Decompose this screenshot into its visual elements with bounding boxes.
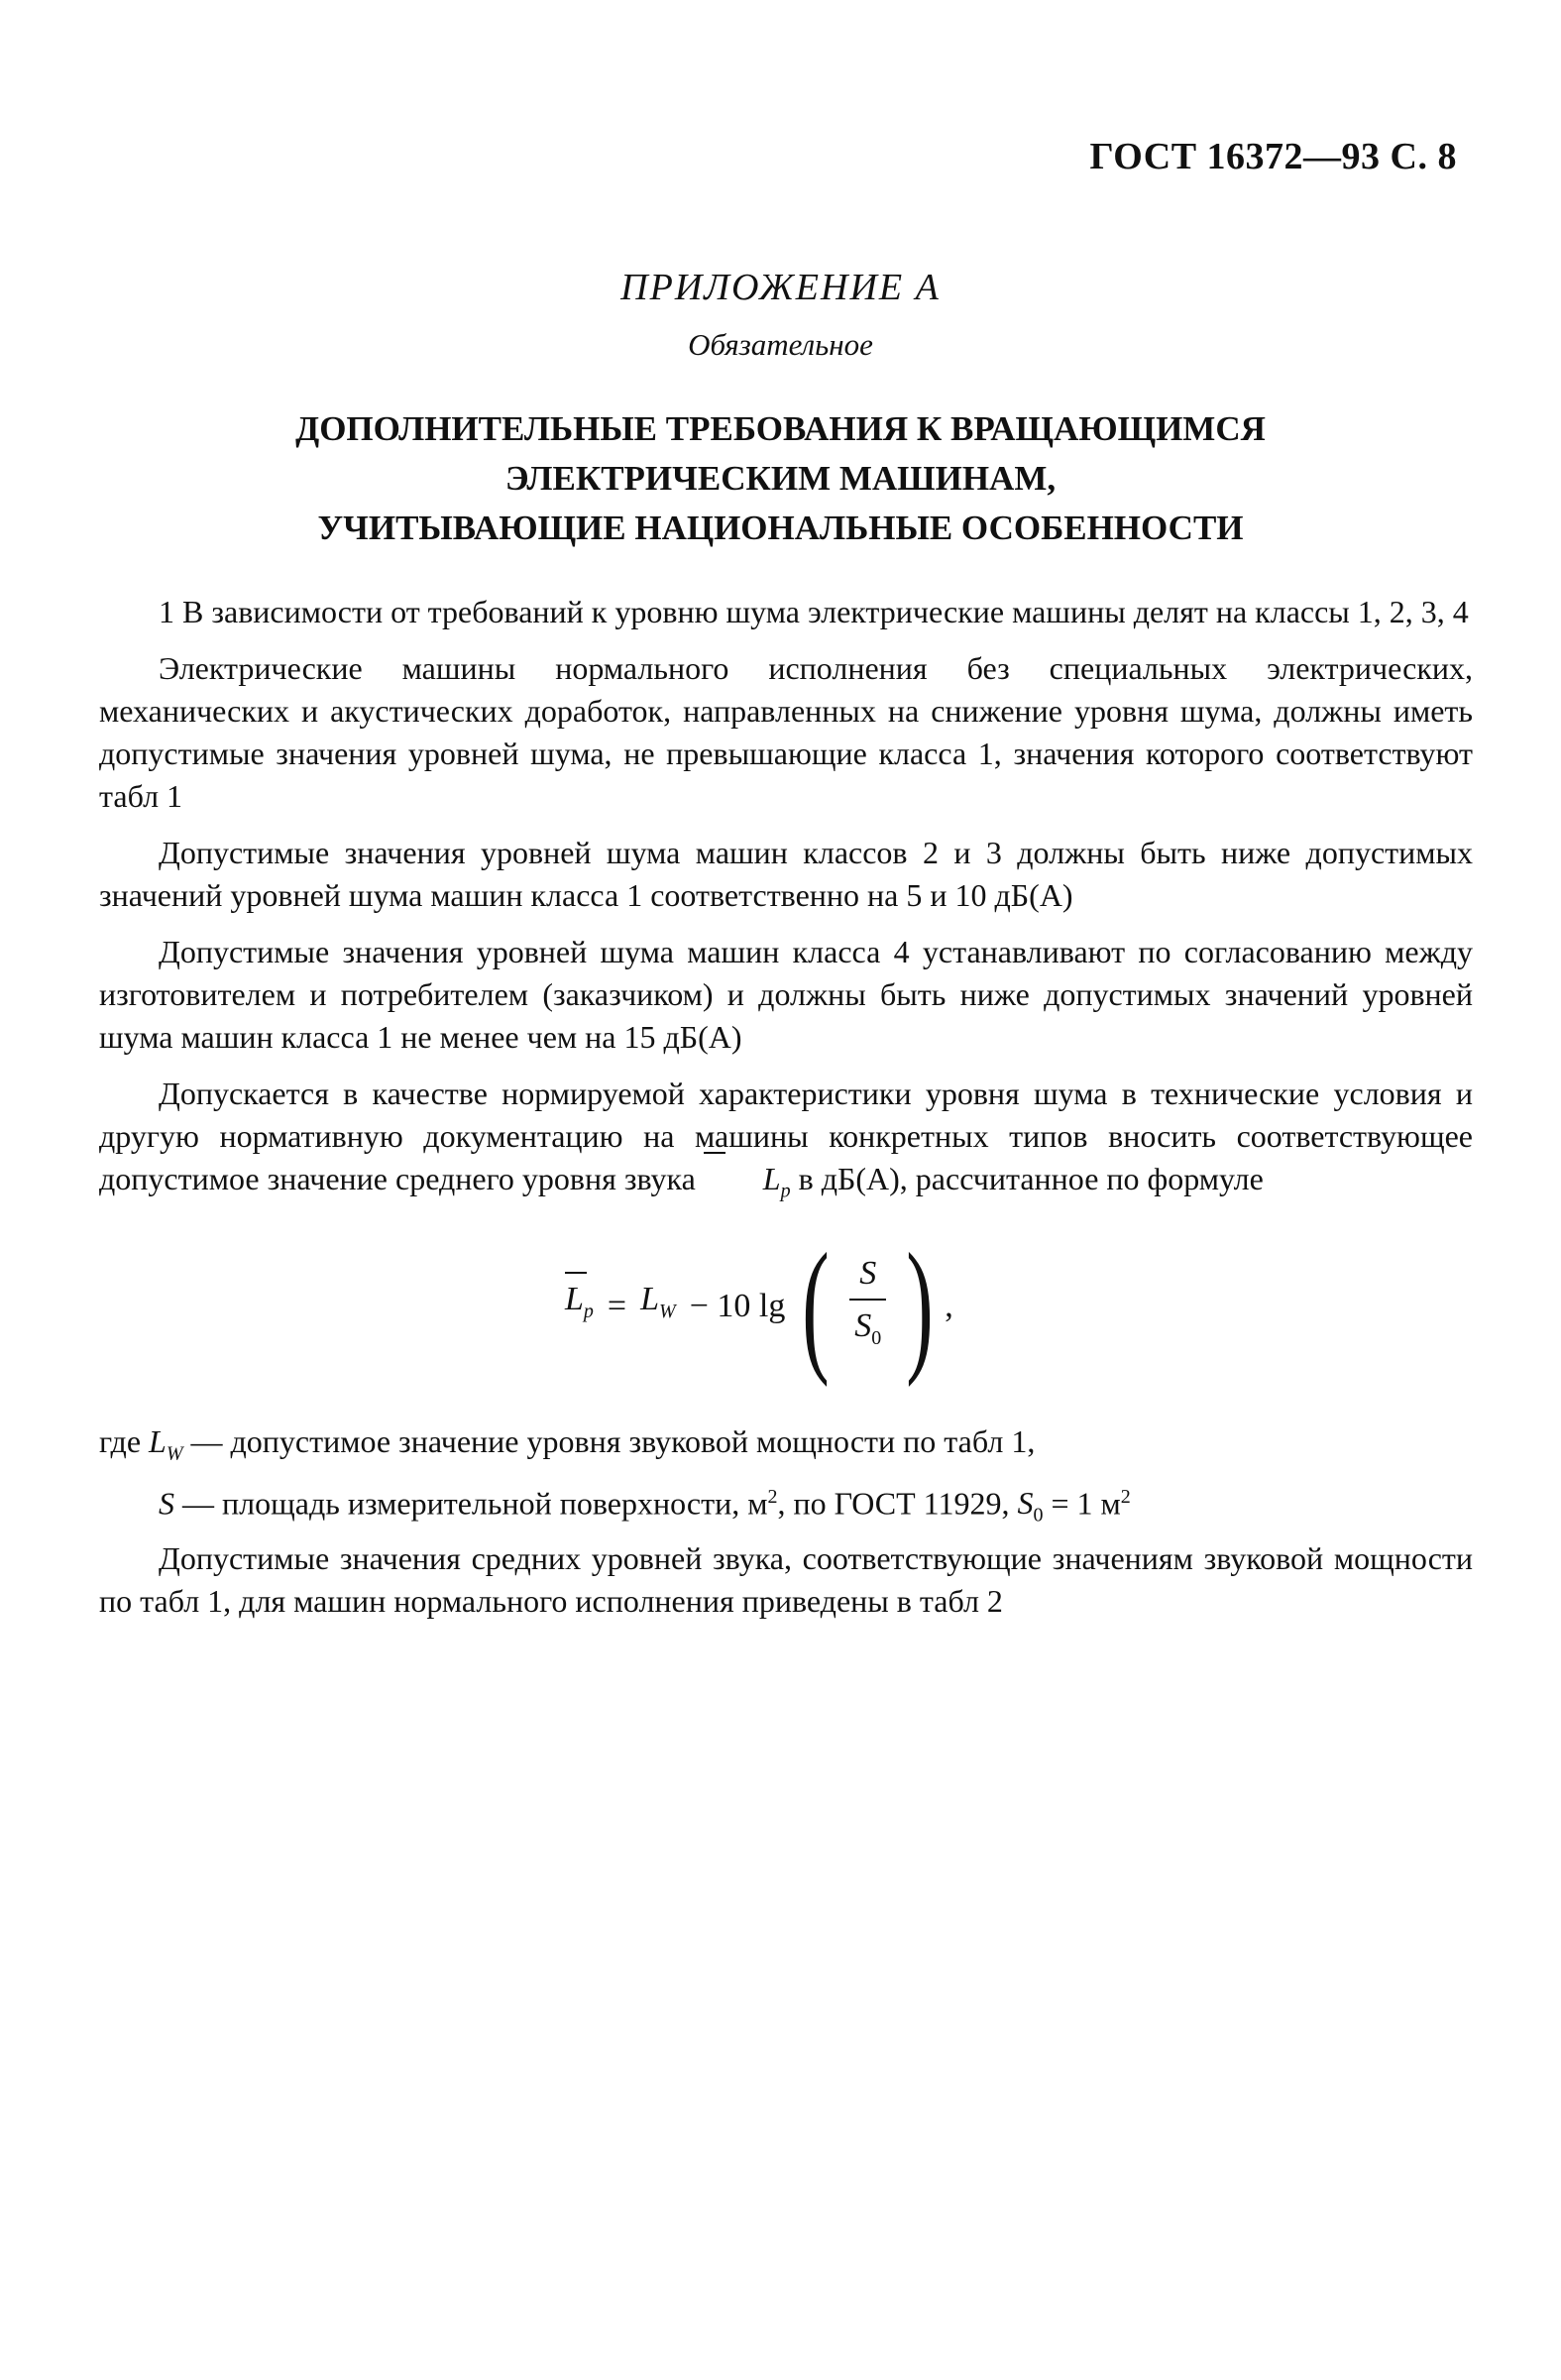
where-s-line: S — площадь измерительной поверхности, $м^2$, по ГОСТ 11929, $S_0 = 1$ $м^2$ — [159, 1485, 1131, 1527]
appendix-title: ПРИЛОЖЕНИЕ А — [620, 267, 941, 308]
formula-minus-log: − 10 lg — [689, 1287, 786, 1324]
where-lw-line: где $L_W$ — допустимое значение уровня звуковой мощности по табл 1, — [99, 1423, 1036, 1465]
paragraph-text: Допускается в качестве нормируемой характеристики уровня шума в технические условия и другую нормативную документацию на машины конкретных типов вносить соответствующее допустимое значение среднего уровня звука — [99, 1076, 1473, 1196]
left-paren: ( — [802, 1223, 831, 1389]
formula-fraction — [844, 1252, 891, 1360]
formula — [565, 1212, 953, 1399]
formula-equals: = — [607, 1287, 627, 1324]
formula-trailing: , — [945, 1287, 953, 1324]
mean-sound-level-symbol: $L_p$ — [704, 1158, 791, 1212]
fraction-denominator: $S_0$ — [854, 1306, 882, 1349]
section-title-line: ЭЛЕКТРИЧЕСКИМ МАШИНАМ, — [504, 459, 1057, 498]
formula-block — [99, 1212, 1473, 1399]
document-code: ГОСТ 16372—93 С. 8 — [1089, 136, 1457, 177]
section-title-line: УЧИТЫВАЮЩИЕ НАЦИОНАЛЬНЫЕ ОСОБЕННОСТИ — [317, 509, 1244, 547]
paragraph: Допустимые значения уровней шума машин классов 2 и 3 должны быть ниже допустимых значений уровней шума машин класса 1 соответственно на 5 и 10 дБ(А) — [99, 835, 1473, 913]
paragraph: Допустимые значения уровней шума машин класса 4 устанавливают по согласованию между изготовителем и потребителем (заказчиком) и должны быть ниже допустимых значений уровней шума машин класса 1 не менее чем на 15 дБ(А) — [99, 934, 1473, 1055]
fraction-numerator: S — [849, 1252, 886, 1301]
section-title-line: ДОПОЛНИТЕЛЬНЫЕ ТРЕБОВАНИЯ К ВРАЩАЮЩИМСЯ — [295, 409, 1266, 448]
paragraph: Допустимые значения средних уровней звука, соответствующие значениям звуковой мощности по табл 1, для машин нормального исполнения приведены в табл 2 — [99, 1539, 1473, 1619]
appendix-status: Обязательное — [688, 327, 873, 362]
paragraph — [99, 1073, 1473, 1212]
section-title — [0, 404, 1561, 553]
body-text — [99, 591, 1473, 1623]
paragraph: Электрические машины нормального исполнения без специальных электрических, механических и акустических доработок, направленных на снижение уровня шума, должны иметь допустимые значения уровней шума, не превышающие класса 1, значения которого соответствуют табл 1 — [99, 650, 1473, 814]
formula-lhs: $L_p$ — [565, 1278, 594, 1333]
right-paren: ) — [906, 1223, 934, 1389]
paragraph: 1 В зависимости от требований к уровню шума электрические машины делят на классы 1, 2, 3, 4 — [159, 594, 1469, 629]
formula-lw: $L_W$ — [640, 1281, 676, 1323]
paragraph-text: в дБ(А), рассчитанное по формуле — [798, 1161, 1264, 1196]
